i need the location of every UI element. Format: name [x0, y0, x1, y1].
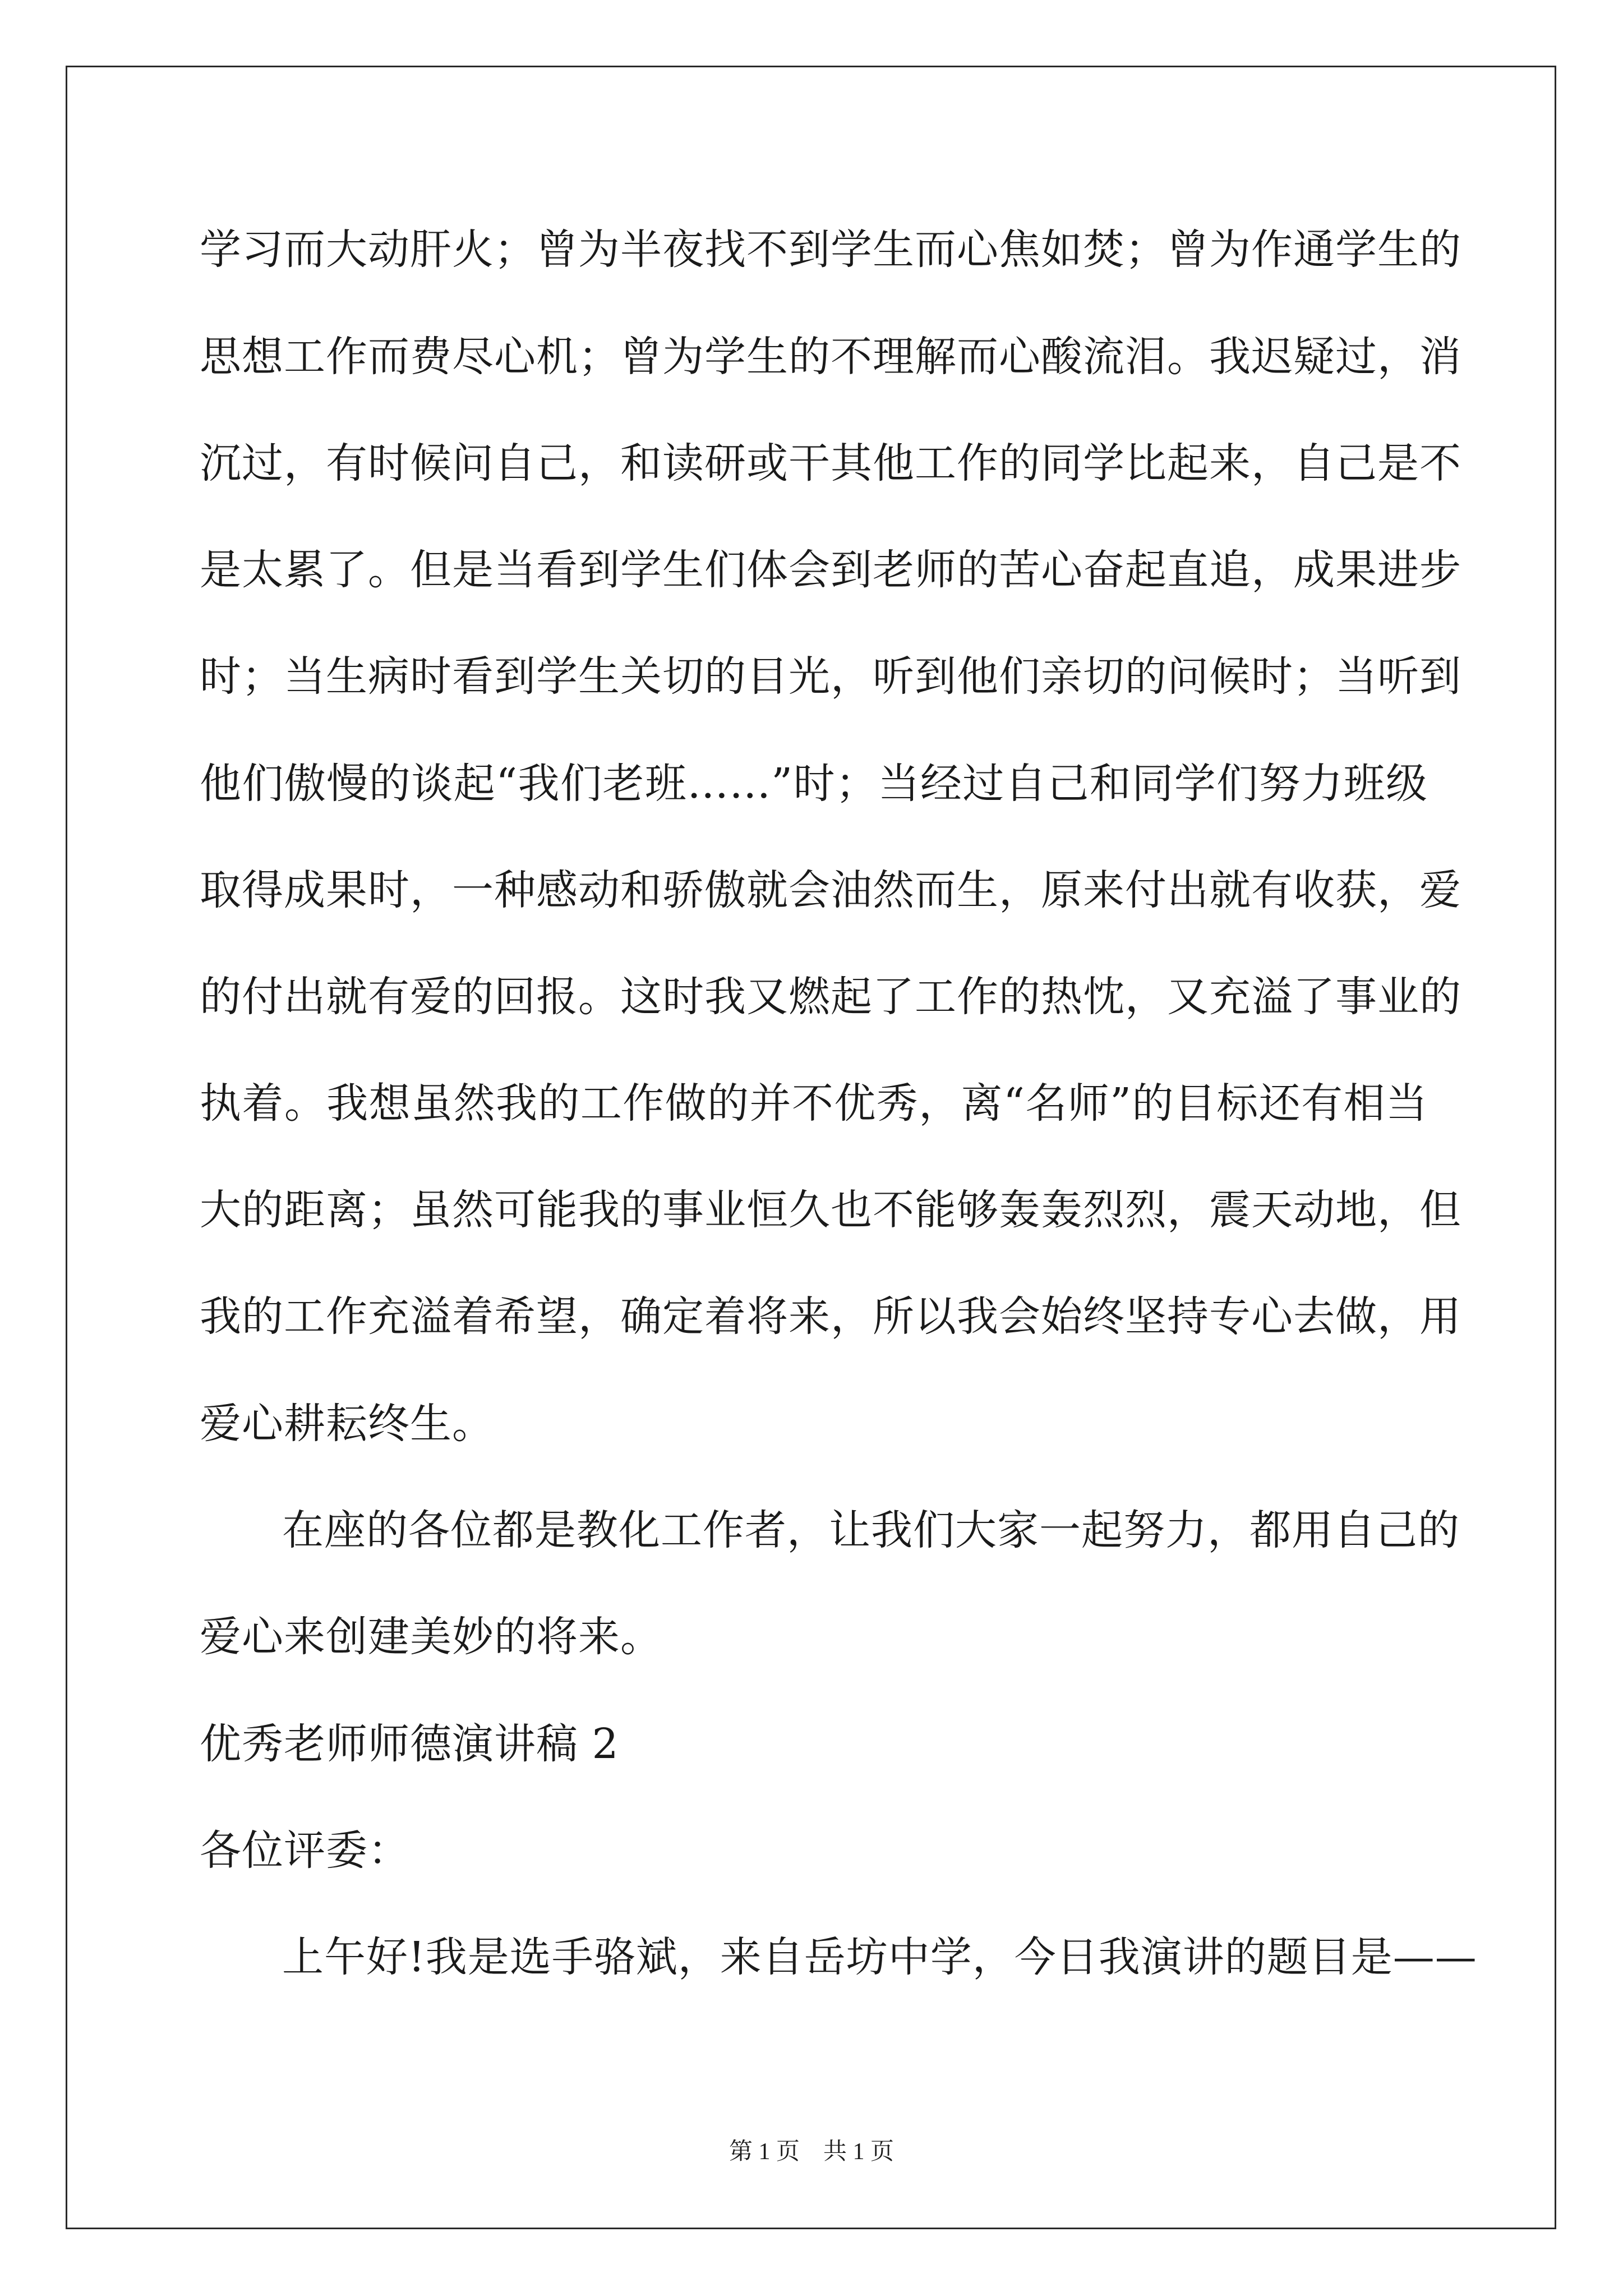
page-number-footer: 第 1 页 共 1 页 [728, 2139, 894, 2165]
paragraph-1-line-1: 学习而大动肝火；曾为半夜找不到学生而心焦如焚；曾为作通学生的 [200, 226, 1461, 274]
paragraph-1-line-10: 大的距离；虽然可能我的事业恒久也不能够轰轰烈烈，震天动地，但 [200, 1186, 1461, 1234]
paragraph-2-line-1: 在座的各位都是教化工作者，让我们大家一起努力，都用自己的 [282, 1506, 1460, 1554]
paragraph-2-line-2: 爱心来创建美妙的将来。 [200, 1613, 662, 1661]
paragraph-1-line-7: 取得成果时，一种感动和骄傲就会油然而生，原来付出就有收获，爱 [200, 866, 1461, 914]
salutation: 各位评委： [200, 1826, 410, 1875]
paragraph-1-line-4: 是太累了。但是当看到学生们体会到老师的苦心奋起直追，成果进步 [200, 546, 1461, 594]
paragraph-1-line-11: 我的工作充溢着希望，确定着将来，所以我会始终坚持专心去做，用 [200, 1292, 1461, 1341]
paragraph-1-line-8: 的付出就有爱的回报。这时我又燃起了工作的热忱，又充溢了事业的 [200, 973, 1461, 1021]
paragraph-1-line-6: 他们傲慢的谈起“我们老班……”时；当经过自己和同学们努力班级 [200, 760, 1428, 808]
paragraph-1-line-12: 爱心耕耘终生。 [200, 1400, 494, 1448]
paragraph-1-line-3: 沉过，有时候问自己，和读研或干其他工作的同学比起来，自己是不 [200, 439, 1461, 487]
section-title: 优秀老师师德演讲稿 2 [200, 1720, 619, 1768]
paragraph-1-line-9: 执着。我想虽然我的工作做的并不优秀，离“名师”的目标还有相当 [200, 1079, 1428, 1128]
paragraph-1-line-2: 思想工作而费尽心机；曾为学生的不理解而心酸流泪。我迟疑过，消 [200, 333, 1461, 381]
paragraph-1-line-5: 时；当生病时看到学生关切的目光，听到他们亲切的问候时；当听到 [200, 652, 1461, 701]
paragraph-3-line-1: 上午好!我是选手骆斌，来自岳坊中学，今日我演讲的题目是—— [282, 1933, 1477, 1981]
